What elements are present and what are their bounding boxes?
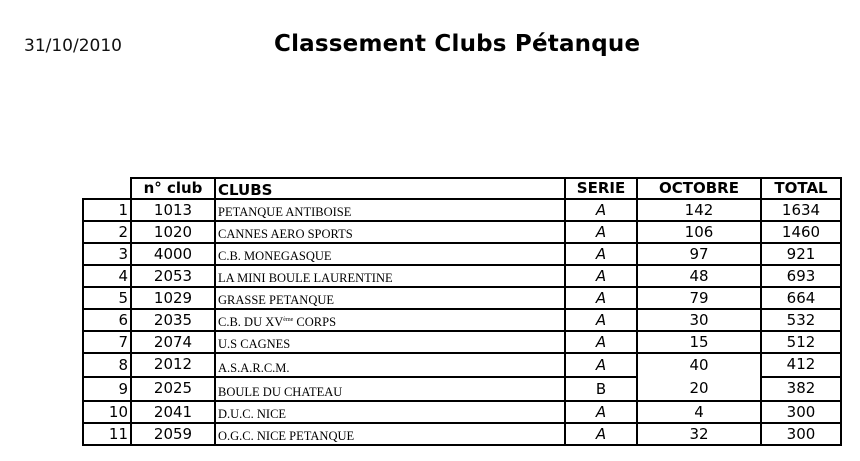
cell-rank: 8 (83, 353, 131, 377)
club-name-part: CORPS (293, 315, 337, 329)
cell-total: 921 (761, 243, 841, 265)
cell-serie: A (565, 309, 637, 331)
table-row (83, 243, 841, 265)
cell-club-name: LA MINI BOULE LAURENTINE (215, 265, 565, 287)
cell-club-name: GRASSE PETANQUE (215, 287, 565, 309)
cell-serie: A (565, 265, 637, 287)
cell-octobre-merged (637, 353, 761, 401)
cell-total: 1634 (761, 199, 841, 221)
table-row (83, 287, 841, 309)
header-club-number: n° club (131, 178, 215, 199)
cell-club-number: 1029 (131, 287, 215, 309)
header-clubs: CLUBS (215, 178, 565, 199)
cell-club-number: 2035 (131, 309, 215, 331)
cell-club-number: 1013 (131, 199, 215, 221)
cell-club-number: 2053 (131, 265, 215, 287)
cell-total: 693 (761, 265, 841, 287)
cell-total: 412 (761, 353, 841, 377)
club-name-part: C.B. DU XV (218, 315, 284, 329)
table-row (83, 423, 841, 445)
cell-club-number: 2041 (131, 401, 215, 423)
ordinal-superscript: ème (283, 316, 294, 323)
report-date: 31/10/2010 (24, 36, 122, 56)
table-row (83, 401, 841, 423)
cell-octobre: 106 (637, 221, 761, 243)
cell-octobre: 48 (637, 265, 761, 287)
cell-total: 532 (761, 309, 841, 331)
cell-octobre: 30 (637, 309, 761, 331)
cell-serie: A (565, 401, 637, 423)
cell-serie: A (565, 423, 637, 445)
table-row (83, 221, 841, 243)
cell-club-name: A.S.A.R.C.M. (215, 353, 565, 377)
cell-club-name: C.B. MONEGASQUE (215, 243, 565, 265)
cell-club-name: U.S CAGNES (215, 331, 565, 353)
cell-total: 382 (761, 377, 841, 401)
table-header-row (83, 178, 841, 199)
cell-rank: 4 (83, 265, 131, 287)
cell-rank: 3 (83, 243, 131, 265)
cell-club-number: 2059 (131, 423, 215, 445)
cell-octobre: 97 (637, 243, 761, 265)
table-row (83, 331, 841, 353)
cell-club-number: 1020 (131, 221, 215, 243)
cell-club-number: 2074 (131, 331, 215, 353)
cell-rank: 1 (83, 199, 131, 221)
cell-club-name: PETANQUE ANTIBOISE (215, 199, 565, 221)
table-row (83, 199, 841, 221)
cell-club-number: 2025 (131, 377, 215, 401)
cell-serie: A (565, 353, 637, 377)
cell-serie: A (565, 199, 637, 221)
header-octobre: OCTOBRE (637, 178, 761, 199)
club-ranking-table (82, 177, 842, 446)
cell-serie: A (565, 331, 637, 353)
cell-club-name: BOULE DU CHATEAU (215, 377, 565, 401)
table-row (83, 309, 841, 331)
cell-rank: 6 (83, 309, 131, 331)
cell-club-number: 2012 (131, 353, 215, 377)
cell-octobre: 79 (637, 287, 761, 309)
cell-octobre: 4 (637, 401, 761, 423)
header-total: TOTAL (761, 178, 841, 199)
header-rank (83, 178, 131, 199)
cell-rank: 11 (83, 423, 131, 445)
header-serie: SERIE (565, 178, 637, 199)
cell-rank: 5 (83, 287, 131, 309)
cell-total: 300 (761, 423, 841, 445)
cell-total: 512 (761, 331, 841, 353)
cell-octobre: 15 (637, 331, 761, 353)
cell-rank: 10 (83, 401, 131, 423)
cell-serie: B (565, 377, 637, 401)
cell-total: 300 (761, 401, 841, 423)
cell-total: 664 (761, 287, 841, 309)
cell-club-name: O.G.C. NICE PETANQUE (215, 423, 565, 445)
cell-club-name: D.U.C. NICE (215, 401, 565, 423)
cell-serie: A (565, 221, 637, 243)
cell-club-name: CANNES AERO SPORTS (215, 221, 565, 243)
cell-octobre: 20 (689, 379, 709, 397)
cell-total: 1460 (761, 221, 841, 243)
cell-club-number: 4000 (131, 243, 215, 265)
cell-octobre: 40 (689, 356, 709, 374)
cell-rank: 2 (83, 221, 131, 243)
cell-octobre: 32 (637, 423, 761, 445)
page-title: Classement Clubs Pétanque (274, 31, 641, 57)
table-row (83, 353, 841, 377)
cell-rank: 7 (83, 331, 131, 353)
cell-serie: A (565, 243, 637, 265)
cell-octobre: 142 (637, 199, 761, 221)
cell-serie: A (565, 287, 637, 309)
cell-club-name (215, 309, 565, 331)
table-row (83, 265, 841, 287)
cell-rank: 9 (83, 377, 131, 401)
